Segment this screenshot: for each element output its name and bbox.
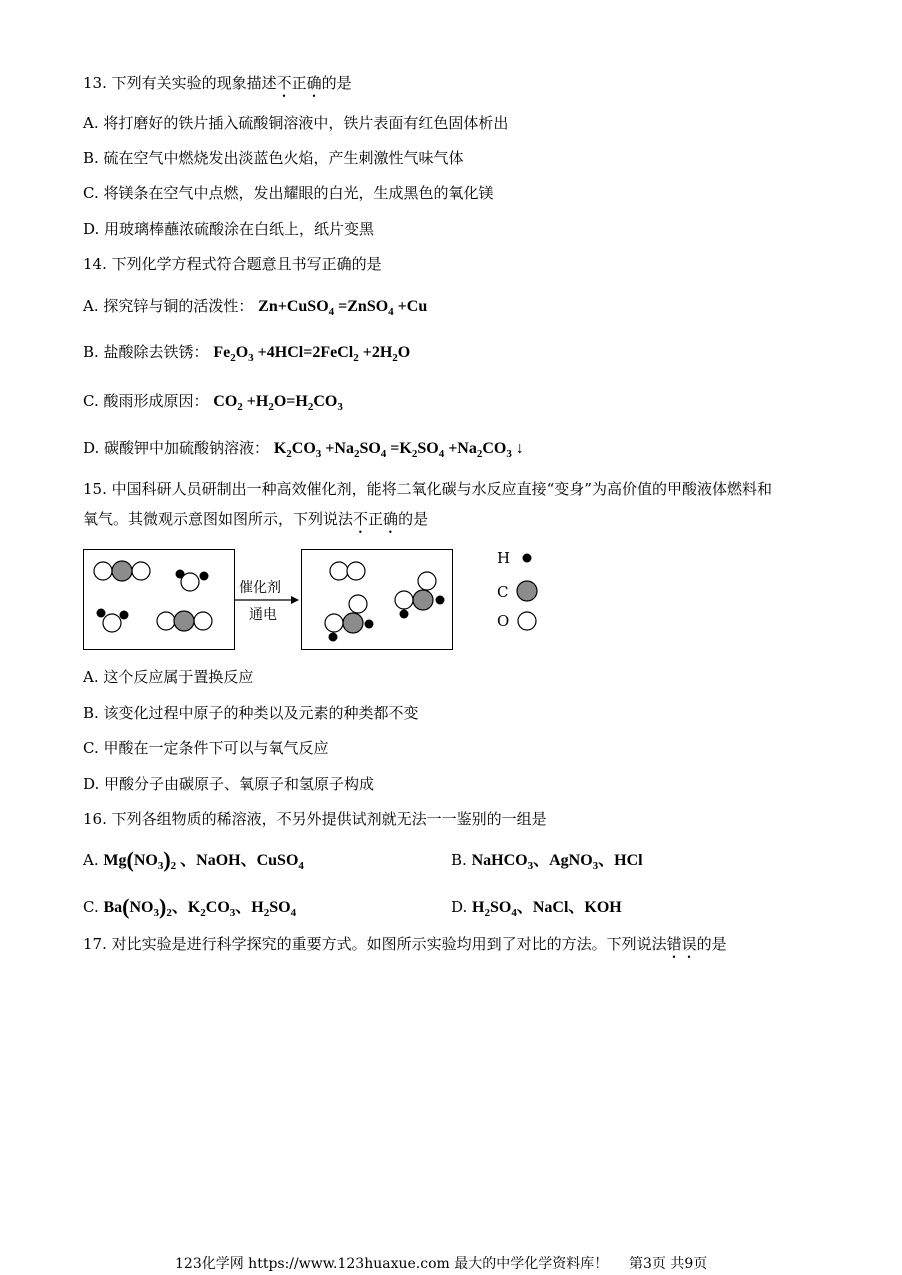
q14-option-a: A. 探究锌与铜的活泼性： Zn+CuSO$_4$ =ZnSO$_4$ +Cu <box>83 297 428 319</box>
reactants-box <box>83 549 235 650</box>
products-box <box>301 549 453 650</box>
footer-site-text: 123化学网 https://www.123huaxue.com 最大的中学化学资料库！ <box>175 1256 609 1272</box>
q16-formula-d: $H_2SO_4$、NaCl、KOH <box>472 899 622 920</box>
q16-stem: 16. 下列各组物质的稀溶液，不另外提供试剂就无法一一鉴别的一组是 <box>83 810 547 828</box>
q16-formula-c: $Ba(NO_3)_2$、$K_2CO_3$、$H_2SO_4$ <box>103 894 297 920</box>
q15-stem-line2: 氧气。其微观示意图如图所示，下列说法不正确的是 <box>83 510 429 528</box>
legend-hydrogen-symbol <box>523 554 532 563</box>
q14-equation-a: Zn+CuSO$_4$ =ZnSO$_4$ +Cu <box>258 298 428 319</box>
q16-option-b: B. NaHCO$_3$、AgNO$_3$、HCl <box>451 851 643 873</box>
q14-option-d: D. 碳酸钾中加硫酸钠溶液： $K_2CO_3 +Na_2SO_4 =K_2SO_4 +Na_2CO_3$ ↓ <box>83 439 524 461</box>
q14-equation-d: $K_2CO_3 +Na_2SO_4 =K_2SO_4 +Na_2CO_3$ ↓ <box>273 440 524 461</box>
arrow-label-catalyst: 催化剂 <box>239 580 281 596</box>
q13-option-a: A. 将打磨好的铁片插入硫酸铜溶液中，铁片表面有红色固体析出 <box>83 114 509 132</box>
q14-option-b: B. 盐酸除去铁锈： $Fe_2O_3$ +4HCl=2FeCl$_2$ $+2H_2O$ <box>83 343 411 365</box>
q13-option-d: D. 用玻璃棒蘸浓硫酸涂在白纸上，纸片变黑 <box>83 220 375 238</box>
q14-stem: 14. 下列化学方程式符合题意且书写正确的是 <box>83 255 382 273</box>
q17-stem: 17. 对比实验是进行科学探究的重要方式。如图所示实验均用到了对比的方法。下列说法错误的是 <box>83 935 727 953</box>
q15-stem-line1: 15. 中国科研人员研制出一种高效催化剂，能将二氧化碳与水反应直接“变身”为高价值的甲酸液体燃料和 <box>83 480 772 498</box>
legend-carbon-symbol <box>517 581 537 601</box>
q14-equation-c: $CO_2 +H_2O=H_2CO_3$ <box>213 393 343 414</box>
q16-option-a: A. $Mg(NO_3)_2$ 、NaOH、CuSO$_4$ <box>83 847 304 873</box>
q16-formula-a: $Mg(NO_3)_2$ 、NaOH、CuSO$_4$ <box>103 847 304 873</box>
footer-page-number: 第3页 共9页 <box>629 1256 708 1272</box>
q13-stem: 13. 下列有关实验的现象描述不正确的是 <box>83 74 352 92</box>
legend-carbon-label: C <box>497 583 509 601</box>
legend-oxygen-symbol <box>518 612 536 630</box>
q15-option-a: A. 这个反应属于置换反应 <box>83 668 254 686</box>
legend-hydrogen-label: H <box>497 549 511 567</box>
q16-option-c: C. $Ba(NO_3)_2$、$K_2CO_3$、$H_2SO_4$ <box>83 894 297 920</box>
q16-option-d: D. $H_2SO_4$、NaCl、KOH <box>451 898 622 920</box>
q15-option-c: C. 甲酸在一定条件下可以与氧气反应 <box>83 739 329 757</box>
legend-oxygen-label: O <box>497 612 510 630</box>
q13-option-c: C. 将镁条在空气中点燃，发出耀眼的白光，生成黑色的氧化镁 <box>83 184 494 202</box>
q13-option-b: B. 硫在空气中燃烧发出淡蓝色火焰，产生刺激性气味气体 <box>83 149 464 167</box>
q16-formula-b: NaHCO$_3$、AgNO$_3$、HCl <box>471 852 643 873</box>
q14-option-c: C. 酸雨形成原因： $CO_2 +H_2O=H_2CO_3$ <box>83 392 343 414</box>
q15-option-b: B. 该变化过程中原子的种类以及元素的种类都不变 <box>83 704 419 722</box>
arrow-label-electricity: 通电 <box>249 607 277 623</box>
q14-equation-b: $Fe_2O_3$ +4HCl=2FeCl$_2$ $+2H_2O$ <box>213 344 411 365</box>
q15-option-d: D. 甲酸分子由碳原子、氧原子和氢原子构成 <box>83 775 375 793</box>
